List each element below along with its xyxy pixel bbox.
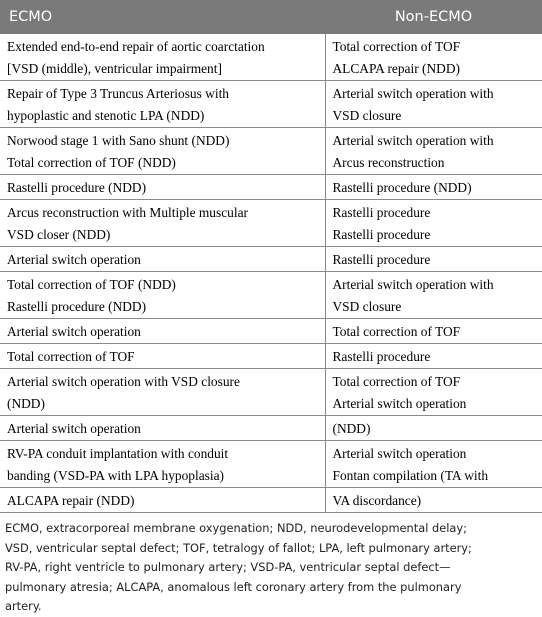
footnote-line: artery.	[5, 599, 42, 613]
table-row	[0, 488, 542, 513]
cell-text-line: Rastelli procedure	[332, 349, 431, 364]
cell-text-line: Total correction of TOF	[332, 324, 461, 339]
cell-text-line: Arterial switch operation	[332, 396, 467, 411]
table-row	[0, 344, 542, 369]
table-row	[0, 200, 542, 247]
header-ecmo: ECMO	[0, 0, 325, 34]
cell-non-ecmo	[325, 416, 542, 441]
cell-text-line: Arterial switch operation with VSD closure	[7, 374, 240, 389]
cell-text-line: (NDD)	[7, 396, 45, 411]
cell-text-line: Total correction of TOF	[7, 349, 135, 364]
cell-text-line: Arterial switch operation with	[332, 277, 494, 292]
cell-text-line: VSD closer (NDD)	[7, 227, 111, 242]
table-row	[0, 175, 542, 200]
footnote-line: pulmonary atresia; ALCAPA, anomalous left coronary artery from the pulmonary	[5, 579, 462, 594]
cell-ecmo	[0, 81, 325, 128]
cell-text-line: banding (VSD-PA with LPA hypoplasia)	[7, 468, 224, 483]
cell-ecmo	[0, 319, 325, 344]
cell-ecmo	[0, 200, 325, 247]
cell-text-line: (NDD)	[332, 421, 371, 436]
cell-text-line: Arterial switch operation	[7, 252, 141, 267]
cell-text-line: Repair of Type 3 Truncus Arteriosus with	[7, 86, 229, 101]
cell-ecmo	[0, 247, 325, 272]
cell-text-line: VA discordance)	[332, 493, 422, 508]
cell-ecmo	[0, 488, 325, 513]
cell-text-line: Arterial switch operation	[332, 446, 467, 461]
cell-text-line: Rastelli procedure	[332, 227, 431, 242]
cell-text-line: Arcus reconstruction	[332, 155, 445, 170]
cell-text-line: Arterial switch operation	[7, 421, 141, 436]
table-row	[0, 369, 542, 416]
cell-text-line: Fontan compilation (TA with	[332, 468, 489, 483]
table-row	[0, 441, 542, 488]
table-row	[0, 128, 542, 175]
table-body	[0, 34, 542, 513]
cell-text-line: Norwood stage 1 with Sano shunt (NDD)	[7, 133, 230, 148]
cell-non-ecmo	[325, 272, 542, 319]
cell-ecmo	[0, 128, 325, 175]
cell-text-line: VSD closure	[332, 299, 402, 314]
cell-non-ecmo	[325, 369, 542, 416]
cell-text-line: hypoplastic and stenotic LPA (NDD)	[7, 108, 205, 123]
cell-text-line: Total correction of TOF (NDD)	[7, 155, 176, 170]
table-row	[0, 34, 542, 81]
cell-non-ecmo	[325, 441, 542, 488]
cell-text-line: Extended end-to-end repair of aortic coarctation	[7, 39, 265, 54]
cell-non-ecmo	[325, 128, 542, 175]
cell-ecmo	[0, 272, 325, 319]
cell-text-line: Arterial switch operation	[7, 324, 141, 339]
header-non-ecmo: Non-ECMO	[325, 0, 542, 34]
cell-text-line: Arcus reconstruction with Multiple muscular	[7, 205, 248, 220]
table-row	[0, 416, 542, 441]
cell-ecmo	[0, 416, 325, 441]
cell-non-ecmo	[325, 319, 542, 344]
cell-ecmo	[0, 175, 325, 200]
table-footnote	[0, 513, 542, 617]
footnote-line: VSD, ventricular septal defect; TOF, tetralogy of fallot; LPA, left pulmonary artery;	[5, 540, 472, 555]
header-row	[0, 0, 542, 34]
cell-text-line: ALCAPA repair (NDD)	[332, 61, 460, 76]
cell-text-line: [VSD (middle), ventricular impairment]	[7, 61, 222, 76]
cell-text-line: ALCAPA repair (NDD)	[7, 493, 135, 508]
cell-text-line: RV-PA conduit implantation with conduit	[7, 446, 229, 461]
cell-non-ecmo	[325, 344, 542, 369]
cell-text-line: Rastelli procedure	[332, 205, 431, 220]
cell-text-line: Rastelli procedure	[332, 252, 431, 267]
cell-text-line: Arterial switch operation with	[332, 86, 494, 101]
cell-non-ecmo	[325, 34, 542, 81]
cell-ecmo	[0, 369, 325, 416]
table-row	[0, 319, 542, 344]
cell-ecmo	[0, 441, 325, 488]
table-row	[0, 272, 542, 319]
cell-text-line: Total correction of TOF (NDD)	[7, 277, 176, 292]
cell-non-ecmo	[325, 200, 542, 247]
cell-non-ecmo	[325, 175, 542, 200]
cell-text-line: Total correction of TOF	[332, 374, 461, 389]
table-row	[0, 247, 542, 272]
footnote-line: RV-PA, right ventricle to pulmonary artery; VSD-PA, ventricular septal defect—	[5, 560, 451, 574]
cell-text-line: Rastelli procedure (NDD)	[7, 299, 147, 314]
table-row	[0, 81, 542, 128]
footnote-line: ECMO, extracorporeal membrane oxygenation; NDD, neurodevelopmental delay;	[5, 521, 467, 535]
cell-non-ecmo	[325, 81, 542, 128]
cell-text-line: Total correction of TOF	[332, 39, 461, 54]
table-header	[0, 0, 542, 34]
cell-non-ecmo	[325, 488, 542, 513]
cell-ecmo	[0, 344, 325, 369]
cell-ecmo	[0, 34, 325, 81]
cell-text-line: VSD closure	[332, 108, 402, 123]
cell-text-line: Rastelli procedure (NDD)	[7, 180, 147, 195]
cell-text-line: Arterial switch operation with	[332, 133, 494, 148]
cell-text-line: Rastelli procedure (NDD)	[332, 180, 472, 195]
cell-non-ecmo	[325, 247, 542, 272]
